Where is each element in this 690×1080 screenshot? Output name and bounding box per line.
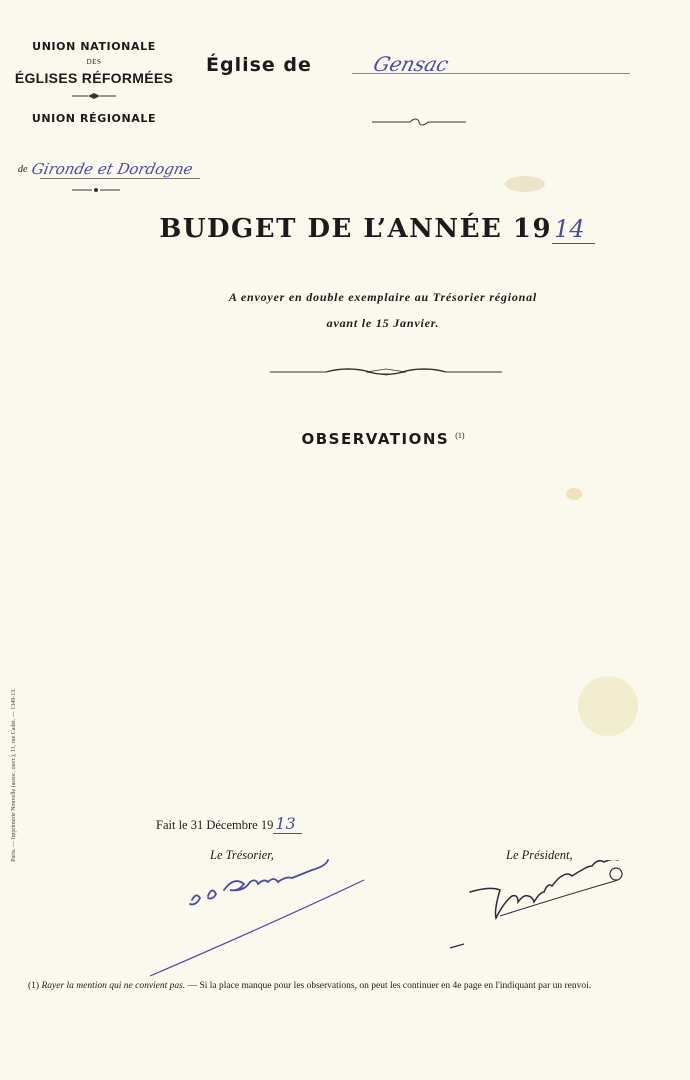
eglise-field xyxy=(206,52,630,80)
budget-heading xyxy=(0,214,690,244)
observations-note-ref: (1) xyxy=(455,430,465,440)
ornament-divider xyxy=(72,92,116,100)
observations-title: OBSERVATIONS xyxy=(301,430,450,448)
footnote-text: — Si la place manque pour les observations, on peut les continuer en 4e page en l'indiquant par un renvoi. xyxy=(185,981,592,991)
region-field xyxy=(18,160,200,182)
eglise-label: Église de xyxy=(206,54,312,76)
printer-imprint xyxy=(2,660,26,890)
region-handwritten: Gironde et Dordogne xyxy=(30,160,195,178)
footnote-italic: Rayer la mention qui ne convient pas. xyxy=(41,981,186,991)
small-divider xyxy=(72,186,120,194)
union-nationale-label: UNION NATIONALE xyxy=(32,40,156,53)
paper-stain xyxy=(578,676,638,736)
fait-year-handwritten: 13 xyxy=(273,814,301,834)
tresorier-signature xyxy=(150,850,380,980)
tresorier-label: Le Trésorier, xyxy=(210,848,274,862)
region-rule xyxy=(40,178,200,179)
observations-heading xyxy=(0,430,690,449)
eglise-divider xyxy=(372,118,466,126)
eglise-handwritten-name: Gensac xyxy=(370,52,452,76)
region-prefix: de xyxy=(18,164,28,175)
eglises-reformees-label: ÉGLISES RÉFORMÉES xyxy=(14,70,174,86)
instruction-line-2: avant le 15 Janvier. xyxy=(326,316,440,330)
union-regionale-label: UNION RÉGIONALE xyxy=(31,112,157,125)
printer-imprint-text: Paris. — Imprimerie Nouvelle (assoc. ouvr.), 11, rue Cadet. — 1349-13. xyxy=(11,688,17,862)
budget-year-handwritten: 14 xyxy=(552,215,595,244)
paper-stain xyxy=(566,488,582,500)
footnote xyxy=(28,978,638,994)
union-header xyxy=(8,40,180,125)
ornamental-rule xyxy=(270,366,502,378)
footnote-ref: (1) xyxy=(28,981,40,991)
instruction-line-1: A envoyer en double exemplaire au Trésorier régional xyxy=(228,290,538,304)
des-label: DES xyxy=(86,58,102,66)
president-label: Le Président, xyxy=(506,848,573,862)
paper-stain xyxy=(505,176,545,192)
president-signature xyxy=(440,860,640,956)
fait-le-label: Fait le 31 Décembre 19 xyxy=(156,818,274,832)
budget-title: BUDGET DE L’ANNÉE 19 xyxy=(159,214,553,244)
sending-instructions xyxy=(0,284,690,336)
date-line xyxy=(156,814,302,833)
